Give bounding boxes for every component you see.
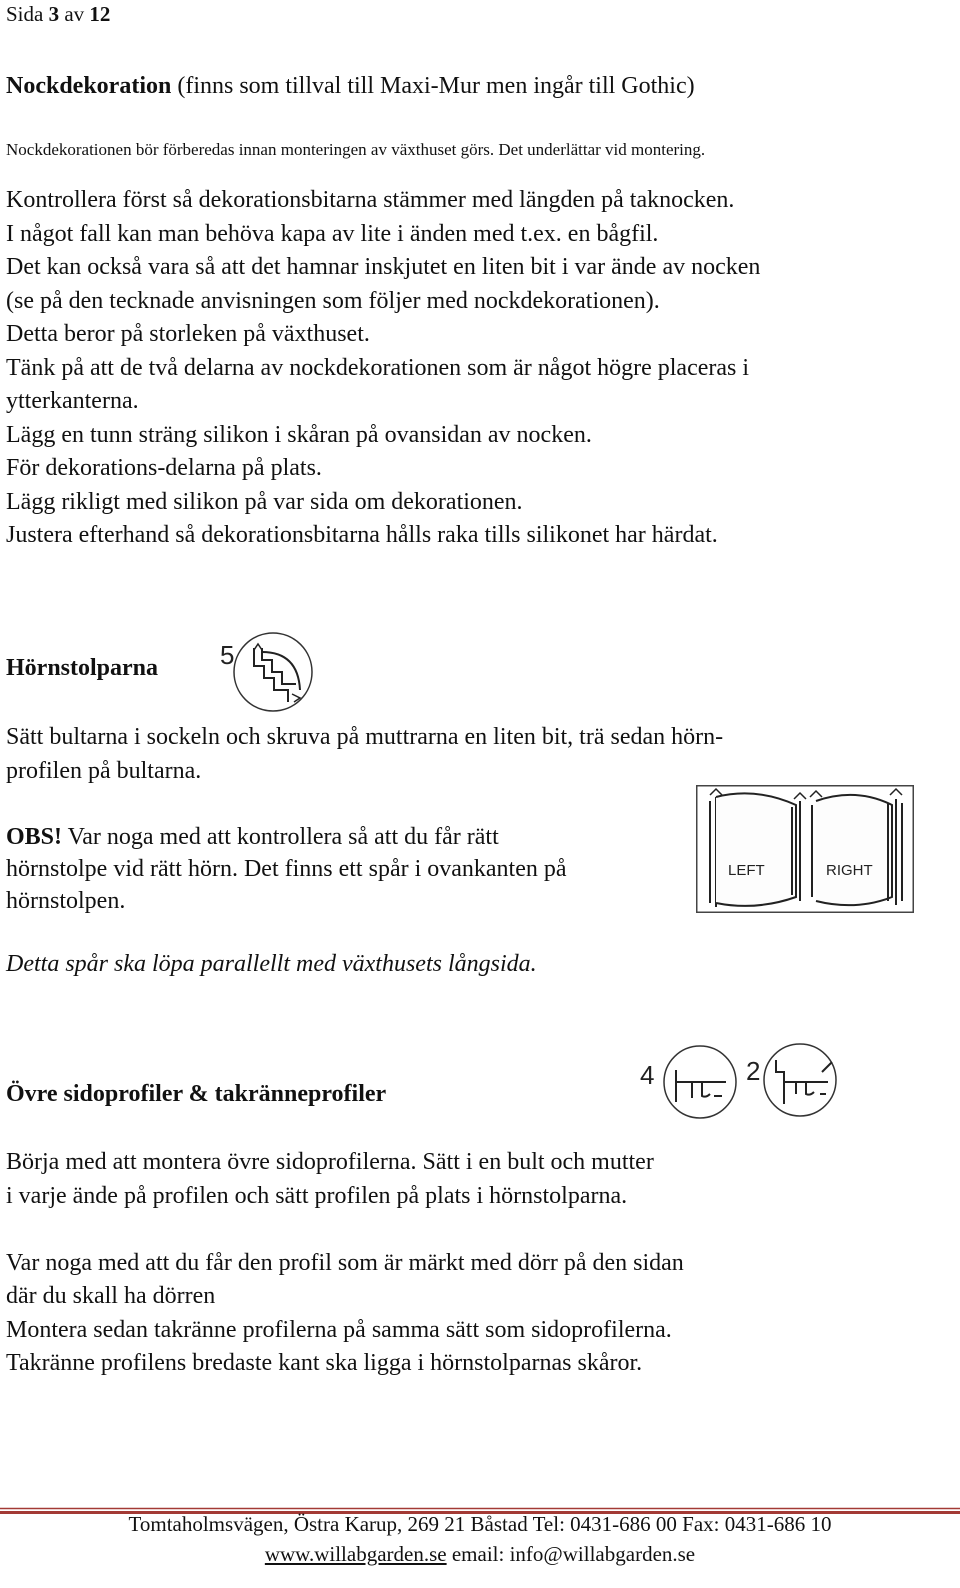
- section-hornstolparna-heading: Hörnstolparna: [6, 655, 159, 681]
- step-number: 4: [640, 1060, 655, 1090]
- email-label: email:: [446, 1542, 510, 1566]
- body-line: Tänk på att de två delarna av nockdekorationen som är något högre placeras i: [6, 354, 750, 381]
- body-line: Sätt bultarna i sockeln och skruva på muttrarna en liten bit, trä sedan hörn-: [6, 724, 724, 750]
- email-link[interactable]: info@willabgarden.se: [509, 1542, 696, 1566]
- body-line: [6, 1213, 684, 1247]
- section-sidoprofiler-heading: Övre sidoprofiler & takränneprofiler: [6, 1081, 387, 1107]
- body-line: Lägg rikligt med silikon på var sida om dekorationen.: [6, 488, 523, 515]
- section-nockdekoration-heading: [6, 73, 695, 100]
- heading-note: (finns som tillval till Maxi-Mur men ingår till Gothic): [171, 73, 695, 99]
- obs-line: hörnstolpe vid rätt hörn. Det finns ett spår i ovankanten på: [6, 856, 567, 882]
- obs-text: Var noga med att kontrollera så att du får rätt: [62, 824, 499, 850]
- page-total: 12: [89, 2, 111, 26]
- heading-text: Nockdekoration: [6, 73, 172, 99]
- right-label: RIGHT: [826, 862, 873, 879]
- step-5-corner-post-icon: [218, 630, 318, 714]
- step-number: 2: [746, 1056, 761, 1086]
- page-prefix: Sida: [6, 2, 49, 26]
- footer-rule: [0, 1502, 960, 1510]
- page-mid: av: [59, 2, 90, 26]
- body-line: där du skall ha dörren: [6, 1283, 216, 1309]
- intro-text: Nockdekorationen bör förberedas innan monteringen av växthuset görs. Det underlättar vid montering.: [6, 140, 706, 159]
- page-current: 3: [48, 2, 60, 26]
- body-line: Detta beror på storleken på växthuset.: [6, 321, 370, 347]
- obs-note: [6, 821, 567, 917]
- body-line: Lägg en tunn sträng silikon i skåran på ovansidan av nocken.: [6, 421, 592, 448]
- step-number: 5: [220, 640, 235, 670]
- body-line: Det kan också vara så att det hamnar inskjutet en liten bit i var ände av nocken: [6, 254, 761, 280]
- body-line: profilen på bultarna.: [6, 757, 202, 784]
- body-line: ytterkanterna.: [6, 388, 139, 414]
- body-line: För dekorations-delarna på plats.: [6, 455, 322, 481]
- left-right-corner-post-image: [696, 785, 914, 913]
- body-line: Justera efterhand så dekorationsbitarna hålls raka tills silikonet har härdat.: [6, 522, 718, 548]
- body-line: (se på den tecknade anvisningen som följer med nockdekorationen).: [6, 287, 660, 314]
- website-link[interactable]: www.willabgarden.se: [264, 1542, 447, 1566]
- body-line: Börja med att montera övre sidoprofilerna. Sätt i en bult och mutter: [6, 1149, 654, 1175]
- nockdekoration-body: [6, 184, 760, 553]
- italic-note: Detta spår ska löpa parallellt med växthusets långsida.: [6, 951, 537, 977]
- hornstolparna-body: [6, 721, 723, 788]
- body-line: Takränne profilens bredaste kant ska ligga i hörnstolparnas skåror.: [6, 1350, 643, 1376]
- footer-address: Tomtaholmsvägen, Östra Karup, 269 21 Båstad Tel: 0431-686 00 Fax: 0431-686 10: [128, 1512, 832, 1536]
- body-line: i varje ände på profilen och sätt profilen på plats i hörnstolparna.: [6, 1182, 628, 1209]
- step-4-and-2-profile-icons: [636, 1042, 850, 1126]
- page-number: [6, 2, 110, 27]
- obs-label: OBS!: [6, 824, 63, 850]
- sidoprofiler-body: [6, 1146, 684, 1381]
- left-label: LEFT: [728, 862, 765, 879]
- body-line: I något fall kan man behöva kapa av lite i änden med t.ex. en bågfil.: [6, 220, 659, 247]
- body-line: Kontrollera först så dekorationsbitarna stämmer med längden på taknocken.: [6, 187, 735, 213]
- footer-contact: [0, 1542, 960, 1567]
- obs-line: hörnstolpen.: [6, 888, 126, 914]
- body-line: Montera sedan takränne profilerna på samma sätt som sidoprofilerna.: [6, 1316, 672, 1343]
- obs-line: [6, 821, 567, 853]
- body-line: Var noga med att du får den profil som är märkt med dörr på den sidan: [6, 1249, 684, 1276]
